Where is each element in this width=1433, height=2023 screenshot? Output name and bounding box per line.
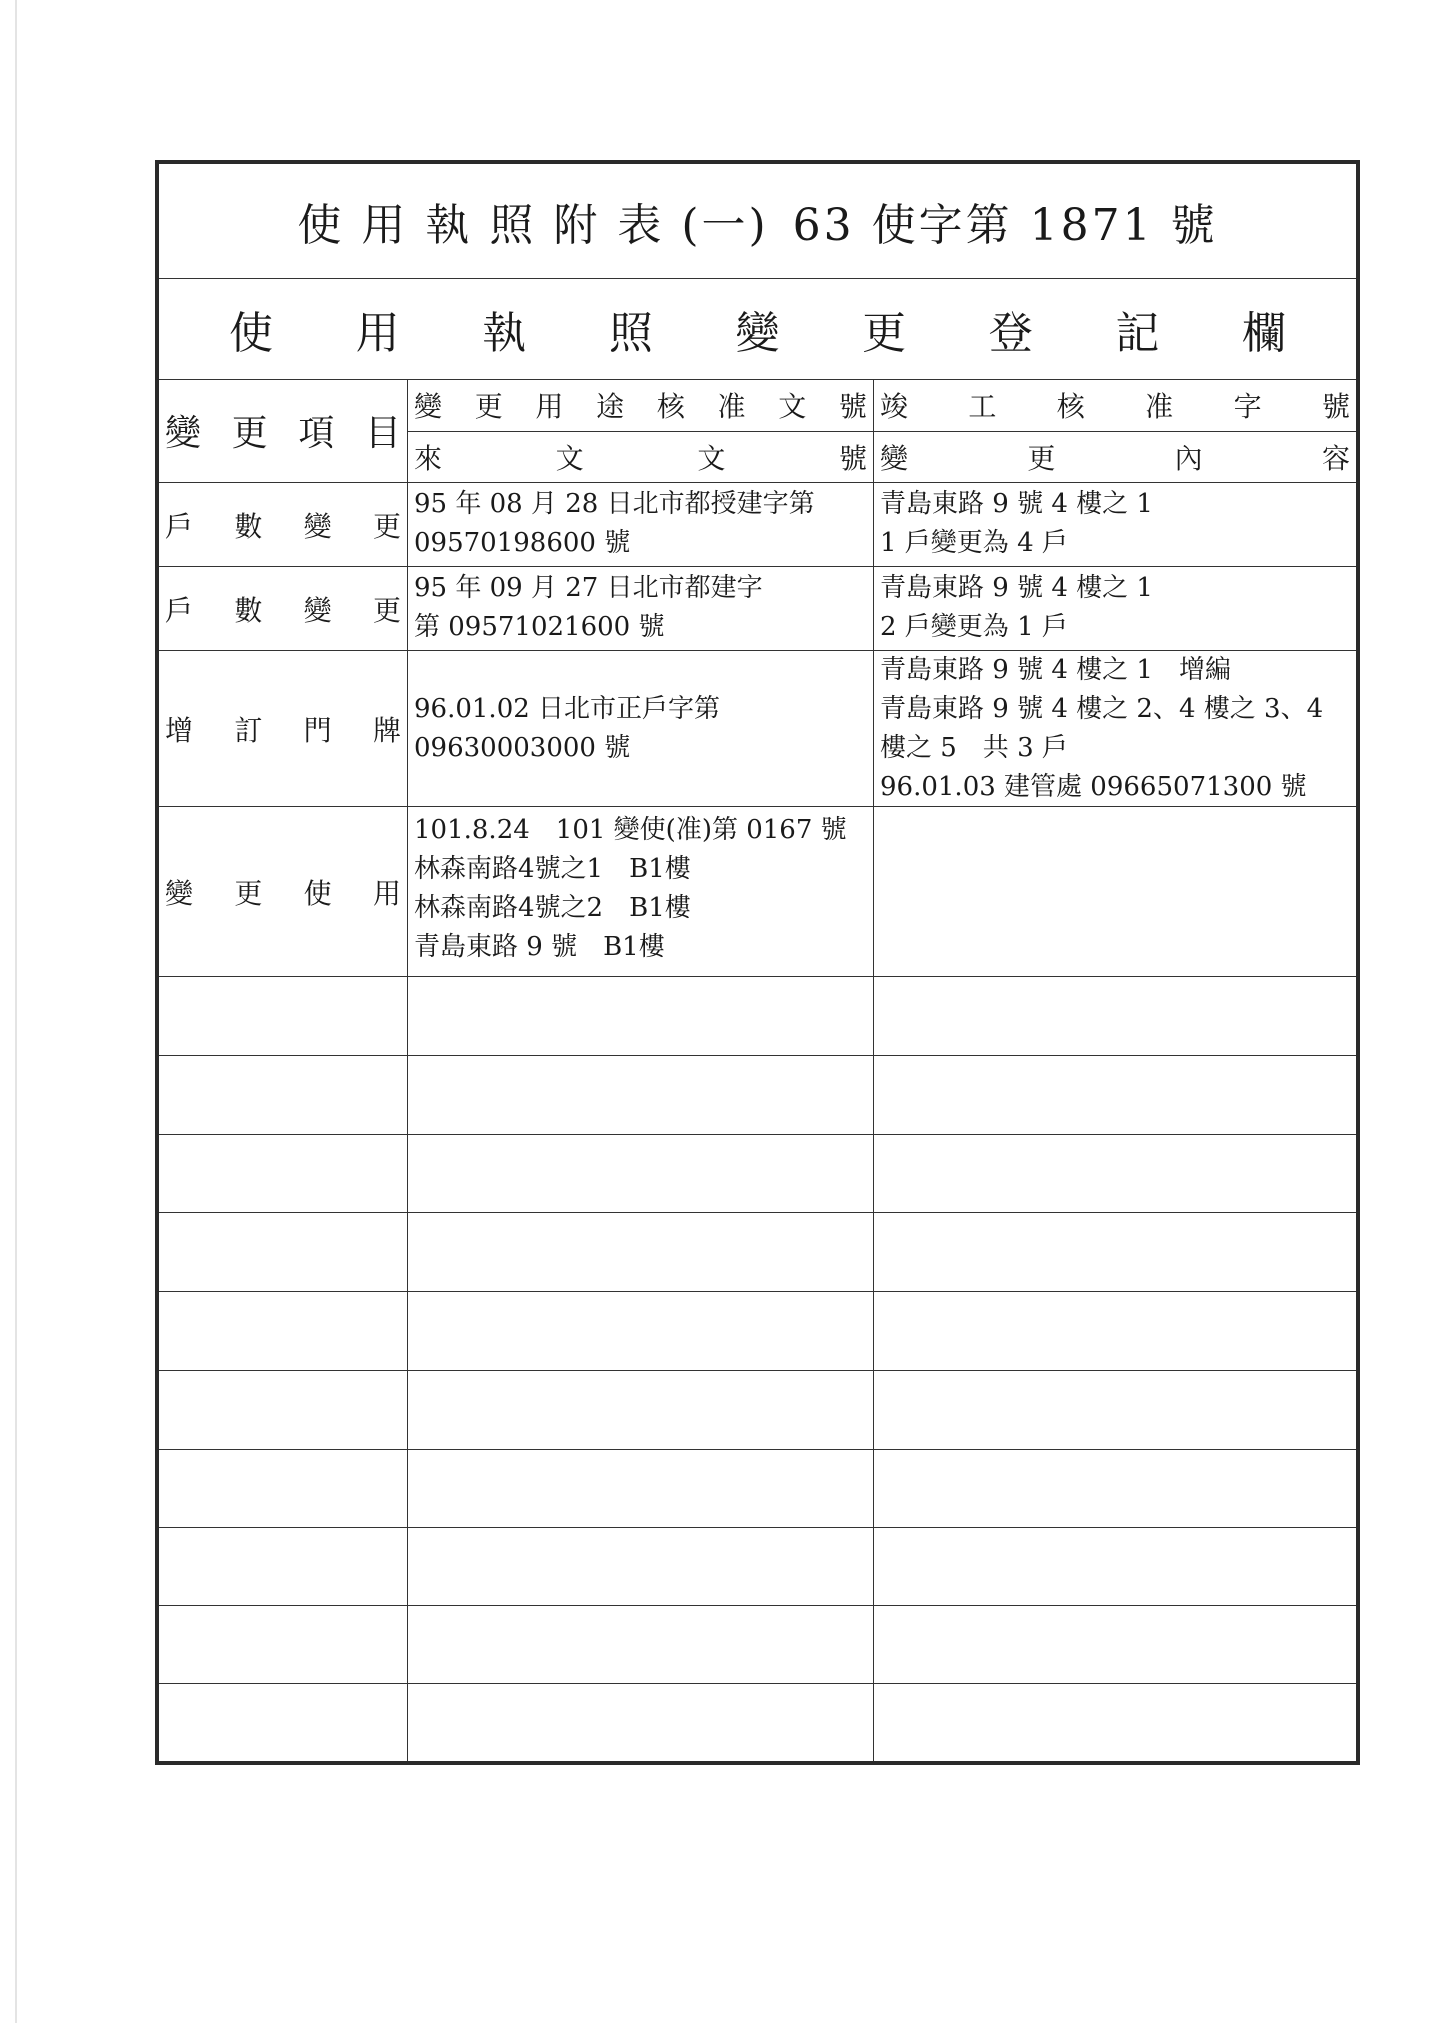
header-char: 項	[298, 413, 335, 454]
subtitle-char: 登	[988, 308, 1033, 359]
item-char: 使	[303, 876, 332, 910]
header-char: 准	[1145, 390, 1174, 423]
doc-line: 101.8.24 101 變使(准)第 0167 號	[414, 815, 847, 845]
table-row-item	[159, 807, 407, 976]
scan-edge-line	[15, 0, 17, 2023]
header-char: 內	[1174, 442, 1203, 475]
header-char: 來	[414, 442, 443, 475]
subtitle-char: 記	[1115, 308, 1160, 359]
empty-row-divider	[159, 1370, 1356, 1371]
doc-line: 96.01.02 日北市正戶字第	[414, 693, 721, 724]
empty-row-divider	[159, 1134, 1356, 1135]
item-char: 訂	[234, 713, 263, 747]
header-change-content	[874, 432, 1356, 482]
empty-row-divider	[159, 1291, 1356, 1292]
header-char: 工	[968, 390, 997, 423]
table-row-content	[874, 651, 1356, 806]
header-approval-doc-no	[408, 379, 873, 431]
header-char: 更	[474, 390, 503, 423]
content-line: 2 戶變更為 1 戶	[880, 612, 1068, 642]
item-char: 戶	[165, 509, 194, 543]
form-title-name: 使 用 執 照 附 表 (一)	[297, 200, 769, 251]
header-char: 用	[535, 390, 564, 423]
divider	[408, 431, 1356, 432]
header-char: 文	[778, 390, 807, 423]
table-row-content	[874, 483, 1356, 566]
table-row-content	[874, 807, 1356, 976]
doc-line: 第 09571021600 號	[414, 612, 665, 642]
table-row-item	[159, 567, 407, 650]
empty-row-divider	[159, 1055, 1356, 1056]
empty-row-divider	[159, 1212, 1356, 1213]
item-char: 牌	[372, 713, 401, 747]
form-subtitle	[159, 279, 1356, 379]
form-title	[159, 164, 1356, 278]
header-char: 字	[1233, 390, 1262, 423]
doc-line: 95 年 09 月 27 日北市都建字	[414, 573, 763, 603]
header-char: 更	[231, 413, 268, 454]
content-line: 青島東路 9 號 4 樓之 1 增編	[880, 655, 1231, 685]
header-char: 准	[717, 390, 746, 423]
empty-row-divider	[159, 1605, 1356, 1606]
header-char: 途	[596, 390, 625, 423]
item-char: 增	[165, 713, 194, 747]
item-char: 更	[234, 876, 263, 910]
form-title-number: 63 使字第 1871 號	[792, 200, 1218, 251]
header-char: 核	[656, 390, 685, 423]
subtitle-char: 欄	[1242, 308, 1286, 359]
table-row-item	[159, 651, 407, 806]
header-char: 容	[1321, 442, 1350, 475]
content-line: 青島東路 9 號 4 樓之 2、4 樓之 3、4	[880, 694, 1324, 724]
table-row-doc	[408, 651, 873, 806]
subtitle-char: 用	[355, 308, 400, 359]
doc-line: 青島東路 9 號 B1樓	[414, 932, 665, 962]
header-char: 變	[414, 390, 443, 423]
content-line: 96.01.03 建管處 09665071300 號	[880, 772, 1307, 802]
header-char: 號	[838, 390, 867, 423]
item-char: 更	[372, 509, 401, 543]
content-line: 樓之 5 共 3 戶	[880, 733, 1068, 763]
table-row-item	[159, 483, 407, 566]
header-char: 變	[880, 442, 909, 475]
item-char: 變	[303, 593, 332, 627]
item-char: 戶	[165, 593, 194, 627]
header-item-label	[159, 379, 407, 482]
divider	[159, 976, 1356, 977]
doc-line: 09630003000 號	[414, 732, 631, 763]
item-char: 數	[234, 593, 263, 627]
item-char: 更	[372, 593, 401, 627]
item-char: 門	[303, 713, 332, 747]
content-line: 1 戶變更為 4 戶	[880, 528, 1068, 558]
item-char: 變	[165, 876, 194, 910]
header-incoming-doc-no	[408, 432, 873, 482]
table-row-doc	[408, 807, 873, 976]
header-char: 變	[165, 413, 202, 454]
empty-row-divider	[159, 1527, 1356, 1528]
table-row-doc	[408, 483, 873, 566]
doc-line: 09570198600 號	[414, 528, 631, 558]
header-char: 文	[555, 442, 584, 475]
subtitle-char: 更	[862, 308, 907, 359]
header-char: 目	[364, 413, 401, 454]
item-char: 變	[303, 509, 332, 543]
item-char: 數	[234, 509, 263, 543]
doc-line: 林森南路4號之2 B1樓	[414, 893, 691, 923]
content-line: 青島東路 9 號 4 樓之 1	[880, 573, 1153, 603]
empty-row-divider	[159, 1449, 1356, 1450]
item-char: 用	[372, 876, 401, 910]
subtitle-char: 使	[229, 308, 273, 359]
header-completion-approval-no	[874, 379, 1356, 431]
table-row-content	[874, 567, 1356, 650]
empty-row-divider	[159, 1683, 1356, 1684]
content-line: 青島東路 9 號 4 樓之 1	[880, 489, 1153, 519]
doc-line: 95 年 08 月 28 日北市都授建字第	[414, 489, 815, 519]
license-change-form	[155, 160, 1360, 1765]
header-char: 竣	[880, 390, 909, 423]
header-char: 號	[1321, 390, 1350, 423]
subtitle-char: 執	[482, 308, 527, 359]
header-char: 核	[1056, 390, 1085, 423]
doc-line: 林森南路4號之1 B1樓	[414, 854, 691, 884]
header-char: 更	[1027, 442, 1056, 475]
header-char: 文	[697, 442, 726, 475]
table-row-doc	[408, 567, 873, 650]
subtitle-char: 變	[735, 308, 780, 359]
header-char: 號	[838, 442, 867, 475]
subtitle-char: 照	[608, 308, 653, 359]
